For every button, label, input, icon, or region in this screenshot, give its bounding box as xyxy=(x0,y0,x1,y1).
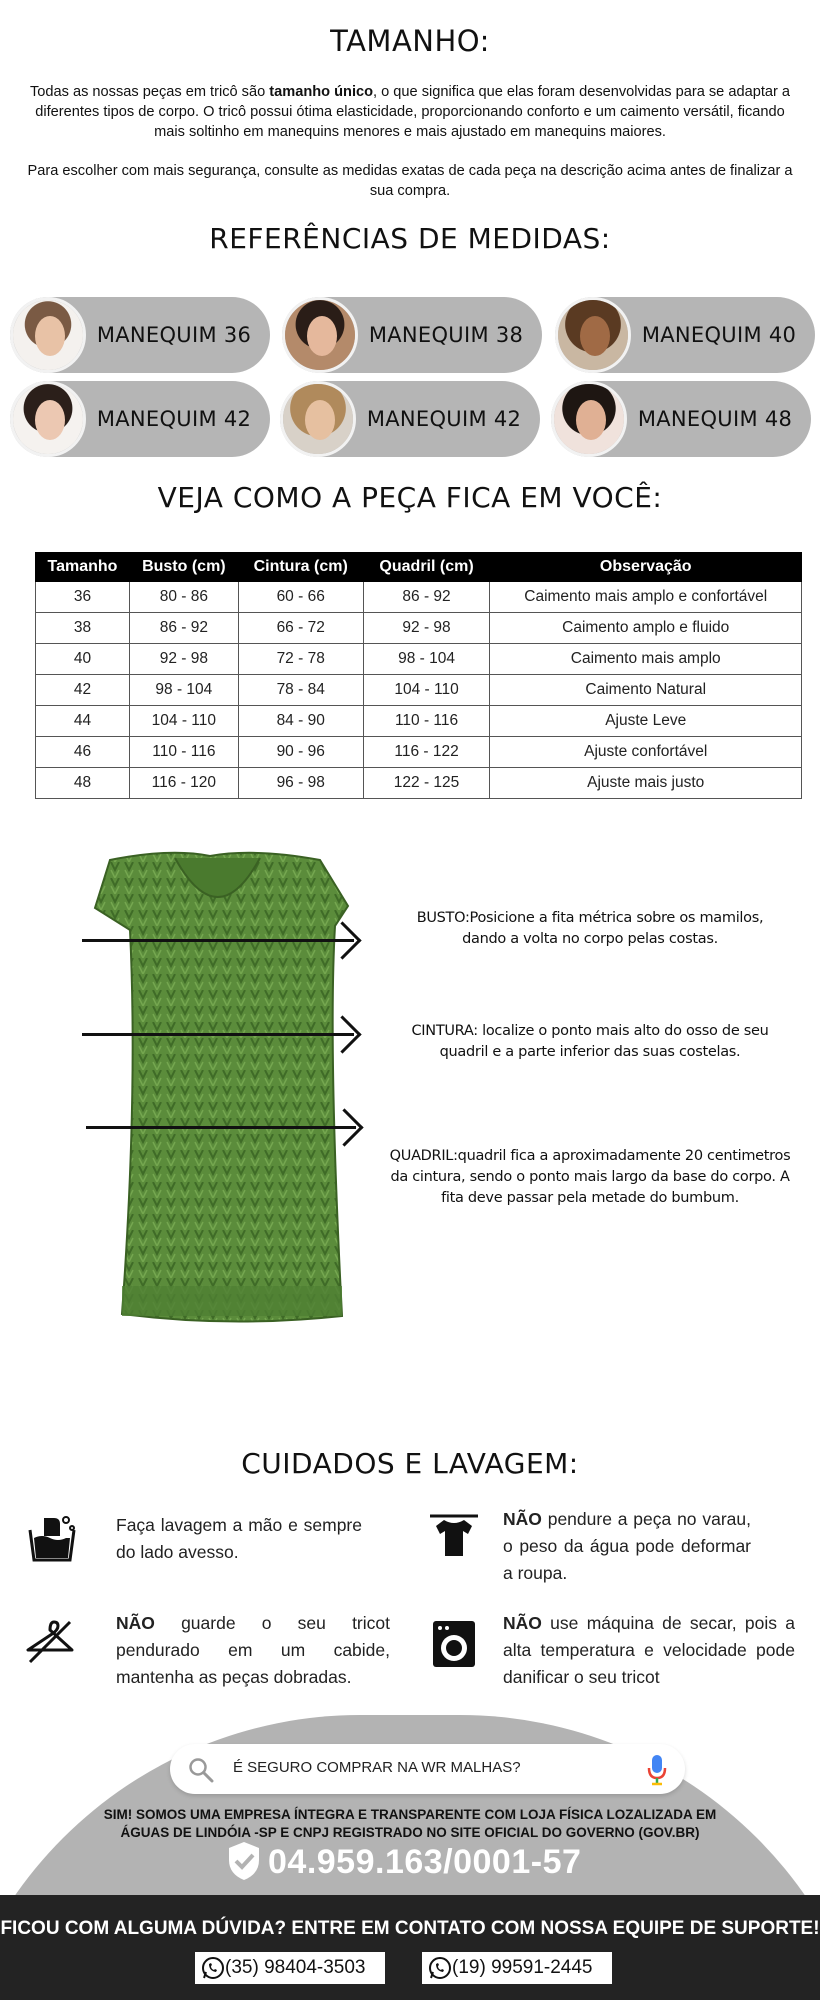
avatar xyxy=(280,381,356,457)
search-text: É SEGURO COMPRAR NA WR MALHAS? xyxy=(233,1759,521,1776)
table-cell: 38 xyxy=(36,613,130,644)
table-cell: 96 - 98 xyxy=(238,768,363,799)
table-header-row xyxy=(36,553,802,582)
table-cell: 92 - 98 xyxy=(363,613,490,644)
table-cell: 84 - 90 xyxy=(238,706,363,737)
table-cell: 40 xyxy=(36,644,130,675)
mannequin-label: MANEQUIM 42 xyxy=(96,407,252,431)
table-cell: 80 - 86 xyxy=(129,582,238,613)
table-cell: 46 xyxy=(36,737,130,768)
section-title-cuidados: CUIDADOS E LAVAGEM: xyxy=(241,1447,579,1480)
table-cell: Caimento mais amplo e confortável xyxy=(490,582,802,613)
table-cell: 116 - 120 xyxy=(129,768,238,799)
section-title-veja: VEJA COMO A PEÇA FICA EM VOCÊ: xyxy=(157,481,663,514)
mannequin-label: MANEQUIM 38 xyxy=(368,323,524,347)
table-cell: 44 xyxy=(36,706,130,737)
bust-arrow xyxy=(82,939,354,942)
hand-wash-icon xyxy=(26,1512,78,1564)
table-cell: 42 xyxy=(36,675,130,706)
table-cell: 98 - 104 xyxy=(129,675,238,706)
whatsapp-icon xyxy=(428,1956,452,1980)
microphone-icon[interactable] xyxy=(647,1754,667,1786)
table-row xyxy=(36,768,802,799)
table-row xyxy=(36,675,802,706)
table-cell: 78 - 84 xyxy=(238,675,363,706)
avatar xyxy=(551,381,627,457)
table-header: Observação xyxy=(490,553,802,582)
table-cell: Caimento Natural xyxy=(490,675,802,706)
whatsapp-icon xyxy=(201,1956,225,1980)
table-header: Quadril (cm) xyxy=(363,553,490,582)
table-cell: Ajuste Leve xyxy=(490,706,802,737)
table-cell: 104 - 110 xyxy=(363,675,490,706)
bust-instructions: BUSTO:Posicione a fita métrica sobre os mamilos, dando a volta no corpo pelas costas. xyxy=(416,910,764,947)
table-cell: 116 - 122 xyxy=(363,737,490,768)
phone-link-1[interactable] xyxy=(195,1952,385,1984)
table-cell: 92 - 98 xyxy=(129,644,238,675)
intro-paragraph-1: Todas as nossas peças em tricô são tamanho único, o que significa que elas foram desenvolvidas para se adaptar a diferentes tipos de corpo. O tricô possui ótima elasticidade, proporcionando conforto e um caimento versátil, ficando mais soltinho em manequins menores e mais ajustado em manequins maiores. xyxy=(29,84,791,140)
mannequin-pill-42a xyxy=(10,381,270,457)
phone-number: (35) 98404-3503 xyxy=(225,1957,366,1978)
care-text-2: NÃO pendure a peça no varau, o peso da água pode deformar a roupa. xyxy=(503,1509,751,1583)
table-cell: Caimento mais amplo xyxy=(490,644,802,675)
table-cell: Ajuste confortável xyxy=(490,737,802,768)
table-cell: 104 - 110 xyxy=(129,706,238,737)
waist-arrow xyxy=(82,1033,354,1036)
table-header: Busto (cm) xyxy=(129,553,238,582)
care-text-3: NÃO guarde o seu tricot pendurado em um cabide, mantenha as peças dobradas. xyxy=(116,1613,390,1687)
table-row xyxy=(36,582,802,613)
table-header: Tamanho xyxy=(36,553,130,582)
table-cell: 110 - 116 xyxy=(363,706,490,737)
care-text-4: NÃO use máquina de secar, pois a alta temperatura e velocidade pode danificar o seu tricot xyxy=(503,1613,795,1687)
size-table xyxy=(35,552,802,799)
mannequin-label: MANEQUIM 40 xyxy=(641,323,797,347)
table-row xyxy=(36,644,802,675)
hanger-icon xyxy=(24,1616,76,1668)
contact-band xyxy=(0,1895,820,2000)
cnpj-number: 04.959.163/0001-57 xyxy=(268,1843,582,1881)
avatar xyxy=(10,297,86,373)
avatar xyxy=(555,297,631,373)
table-header: Cintura (cm) xyxy=(238,553,363,582)
mannequin-pill-36 xyxy=(10,297,270,373)
section-title-referencias: REFERÊNCIAS DE MEDIDAS: xyxy=(209,222,611,255)
table-row xyxy=(36,737,802,768)
knit-dress-image xyxy=(80,846,360,1326)
table-cell: 98 - 104 xyxy=(363,644,490,675)
care-text-1: Faça lavagem a mão e sempre do lado avesso. xyxy=(116,1515,362,1562)
avatar xyxy=(282,297,358,373)
mannequin-pill-38 xyxy=(282,297,542,373)
table-cell: 110 - 116 xyxy=(129,737,238,768)
table-cell: 48 xyxy=(36,768,130,799)
mannequin-pill-48 xyxy=(551,381,811,457)
mannequin-pill-40 xyxy=(555,297,815,373)
table-cell: 72 - 78 xyxy=(238,644,363,675)
table-cell: 90 - 96 xyxy=(238,737,363,768)
table-cell: Caimento amplo e fluido xyxy=(490,613,802,644)
search-bar[interactable] xyxy=(170,1744,685,1794)
table-cell: 66 - 72 xyxy=(238,613,363,644)
mannequin-label: MANEQUIM 42 xyxy=(366,407,522,431)
hip-instructions: QUADRIL:quadril fica a aproximadamente 20 centimetros da cintura, sendo o ponto mais largo da base do corpo. A fita deve passar pela metade do bumbum. xyxy=(389,1148,791,1206)
contact-title: FICOU COM ALGUMA DÚVIDA? ENTRE EM CONTATO COM NOSSA EQUIPE DE SUPORTE! xyxy=(0,1918,820,1939)
table-cell: 86 - 92 xyxy=(129,613,238,644)
table-row xyxy=(36,613,802,644)
dryer-icon xyxy=(428,1618,480,1670)
section-title-tamanho: TAMANHO: xyxy=(330,24,490,58)
table-cell: 60 - 66 xyxy=(238,582,363,613)
table-cell: 122 - 125 xyxy=(363,768,490,799)
table-cell: 86 - 92 xyxy=(363,582,490,613)
mannequin-label: MANEQUIM 48 xyxy=(637,407,793,431)
search-icon xyxy=(188,1757,214,1783)
intro-paragraph-2: Para escolher com mais segurança, consulte as medidas exatas de cada peça na descrição acima antes de finalizar a sua compra. xyxy=(27,163,793,199)
mannequin-label: MANEQUIM 36 xyxy=(96,323,252,347)
hip-arrow xyxy=(86,1126,356,1129)
waist-instructions: CINTURA: localize o ponto mais alto do osso de seu quadril e a parte inferior das suas costelas. xyxy=(411,1023,769,1060)
mannequin-pill-42b xyxy=(280,381,540,457)
avatar xyxy=(10,381,86,457)
table-cell: Ajuste mais justo xyxy=(490,768,802,799)
shield-check-icon xyxy=(226,1840,262,1882)
phone-link-2[interactable] xyxy=(422,1952,612,1984)
phone-number: (19) 99591-2445 xyxy=(452,1957,593,1978)
trust-statement: SIM! SOMOS UMA EMPRESA ÍNTEGRA E TRANSPARENTE COM LOJA FÍSICA LOZALIZADA EM ÁGUAS DE LINDÓIA -SP E CNPJ REGISTRADO NO SITE OFICIAL DO GOVERNO (GOV.BR) xyxy=(103,1807,717,1840)
table-cell: 36 xyxy=(36,582,130,613)
tshirt-icon xyxy=(428,1510,480,1562)
table-row xyxy=(36,706,802,737)
